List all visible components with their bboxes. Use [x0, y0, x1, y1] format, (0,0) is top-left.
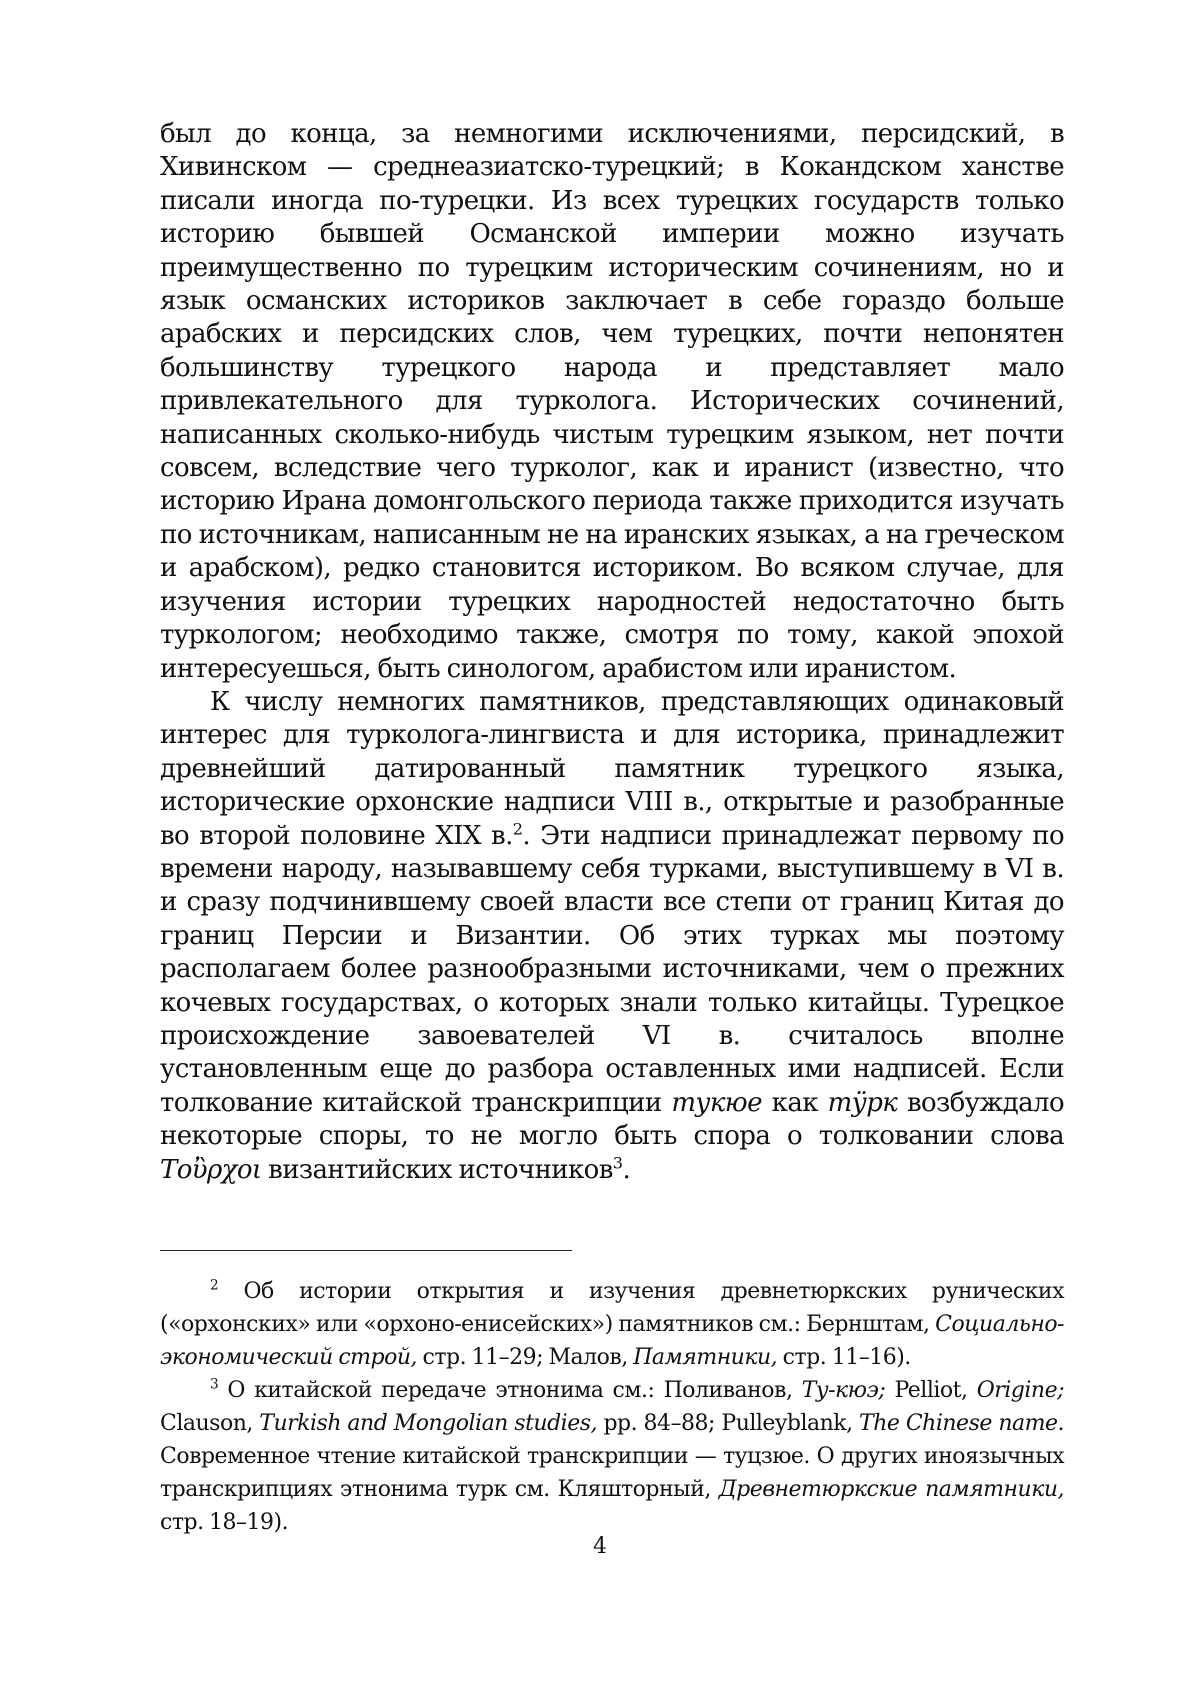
footnote-2-title-1: Социально-экономический строй,	[160, 1312, 1064, 1370]
footnote-ref-3[interactable]: 3	[612, 1152, 623, 1172]
main-text	[160, 118, 1064, 1187]
page-body	[160, 118, 1064, 1187]
footnote-3-text-b: Pelliot,	[885, 1378, 977, 1403]
footnote-2-title-2: Памятники,	[633, 1345, 778, 1370]
footnote-3	[160, 1374, 1064, 1539]
paragraph-2-text-c: как	[761, 1087, 828, 1118]
footnote-2-text-a: Об истории открытия и изучения древнетюркских рунических («орхонских» или «орхоно-енисейских») памятников см.: Бернштам,	[160, 1279, 1064, 1337]
footnote-3-title-1: Ту-кюэ;	[801, 1378, 886, 1403]
footnote-3-text-e: Современное чтение китайской транскрипции — туцзюе. О других иноязычных транскрипциях этнонима турк см. Кляшторный,	[160, 1444, 1064, 1502]
footnote-3-text-f: стр. 18–19).	[160, 1510, 289, 1535]
paragraph-2-text-a: К числу немногих памятников, представляющих одинаковый интерес для турколога-лингвиста и для историка, принадлежит древнейший датированный памятник турецкого языка, исторические орхонские надписи VIII в., открытые и разобранные во второй половине XIX в.	[160, 686, 1064, 851]
paragraph-2	[160, 686, 1064, 1187]
footnote-3-text-c: Clauson,	[160, 1411, 260, 1436]
footnotes	[160, 1275, 1064, 1539]
footnote-3-title-3: Turkish and Mongolian studies,	[259, 1411, 598, 1436]
footnote-divider	[160, 1250, 572, 1251]
footnote-3-title-5: Древнетюркские памятники,	[718, 1477, 1064, 1502]
footnote-2-number: 2	[210, 1277, 219, 1294]
paragraph-2-text-f: .	[622, 1154, 631, 1185]
paragraph-2-text-e: византийских источников	[261, 1154, 613, 1185]
footnote-2-text-c: стр. 11–16).	[777, 1345, 911, 1370]
footnote-3-text-a: О китайской передаче этнонима см.: Поливанов,	[218, 1378, 802, 1403]
footnote-3-title-4: The Chinese name.	[859, 1411, 1064, 1436]
paragraph-2-text-b: . Эти надписи принадлежат первому по времени народу, называвшему себя турками, выступившему в VI в. и сразу подчинившему своей власти все степи от границ Китая до границ Персии и Византии. Об этих турках мы поэтому располагаем более разнообразными источниками, чем о прежних кочевых государствах, о которых знали только китайцы. Турецкое происхождение завоевателей VI в. считалось вполне установленным еще до разбора оставленных ими надписей. Если толкование китайской транскрипции	[160, 820, 1065, 1118]
footnote-2	[160, 1275, 1064, 1374]
footnote-3-title-2: Origine;	[976, 1378, 1064, 1403]
footnote-3-number: 3	[210, 1376, 219, 1393]
term-tukyue: тукюе	[671, 1087, 762, 1118]
footnote-3-text-d: pp. 84–88; Pulleyblank,	[597, 1411, 860, 1436]
term-greek-tourkhoi: Τοὒρχοι	[160, 1154, 262, 1185]
paragraph-2-text-d: возбуждало некоторые споры, то не могло быть спора о толковании слова	[160, 1087, 1064, 1152]
page-number: 4	[593, 1534, 607, 1559]
footnote-2-text-b: стр. 11–29; Малов,	[417, 1345, 634, 1370]
paragraph-1: был до конца, за немногими исключениями, персидский, в Хивинском — среднеазиатско-турецкий; в Кокандском ханстве писали иногда по-турецки. Из всех турецких государств только историю бывшей Османской империи можно изучать преимущественно по турецким историческим сочинениям, но и язык османских историков заключает в себе гораздо больше арабских и персидских слов, чем турецких, почти непонятен большинству турецкого народа и представляет мало привлекательного для турколога. Исторических сочинений, написанных сколько-нибудь чистым турецким языком, нет почти совсем, вследствие чего турколог, как и иранист (известно, что историю Ирана домонгольского периода также приходится изучать по источникам, написанным не на иранских языках, а на греческом и арабском), редко становится историком. Во всяком случае, для изучения истории турецких народностей недостаточно быть туркологом; необходимо также, смотря по тому, какой эпохой интересуешься, быть синологом, арабистом или иранистом.	[160, 119, 1064, 684]
term-turk: тӱрк	[827, 1087, 898, 1118]
footnote-ref-2[interactable]: 2	[512, 818, 523, 838]
